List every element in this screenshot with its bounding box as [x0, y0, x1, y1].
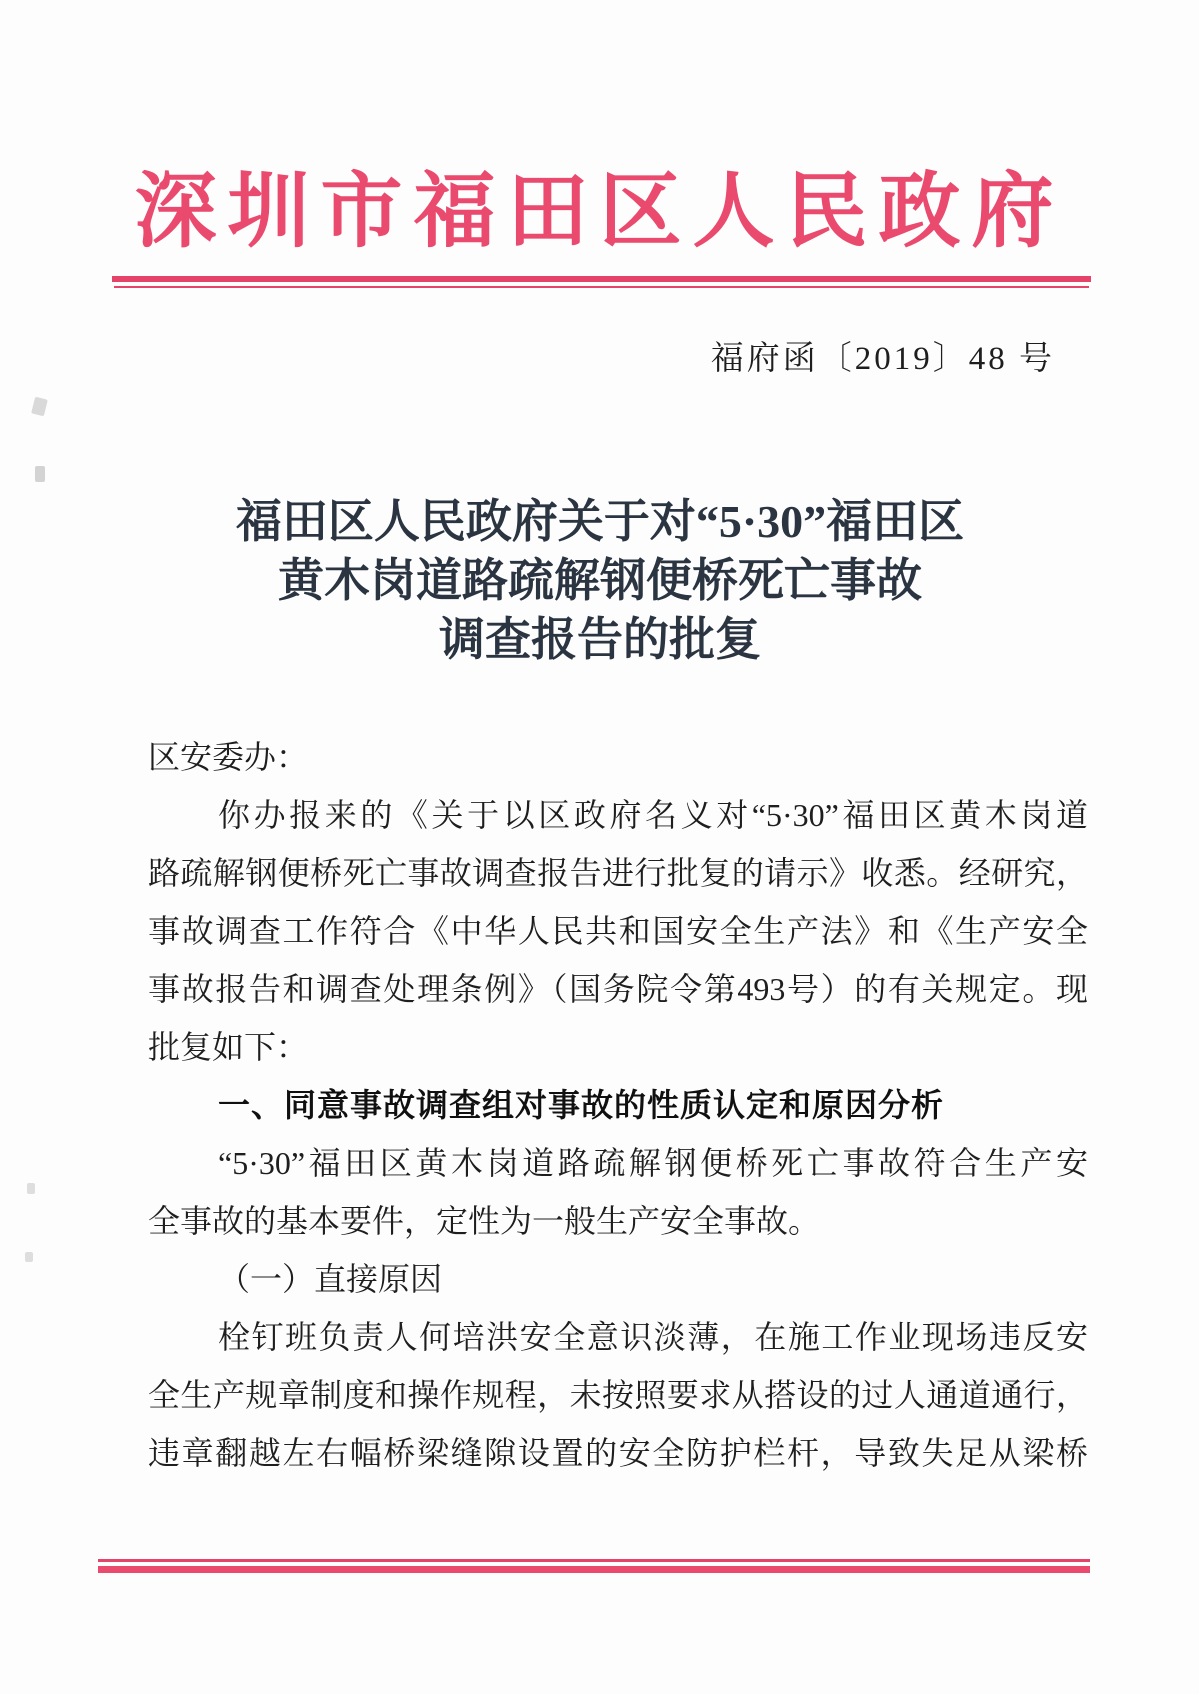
body-line: 事故调查工作符合《中华人民共和国安全生产法》和《生产安全: [148, 913, 1088, 949]
footer-rule-thin: [98, 1559, 1090, 1562]
scan-speck: [27, 1183, 35, 1194]
body-line: “5·30”福田区黄木岗道路疏解钢便桥死亡事故符合生产安: [218, 1145, 1088, 1181]
body-line: 你办报来的《关于以区政府名义对“5·30”福田区黄木岗道: [218, 797, 1088, 833]
body-line: 违章翻越左右幅桥梁缝隙设置的安全防护栏杆，导致失足从梁桥: [148, 1435, 1088, 1471]
body-line: （一）直接原因: [218, 1261, 443, 1297]
document-title-line-2: 黄木岗道路疏解钢便桥死亡事故: [278, 555, 922, 606]
body-text: [148, 728, 1088, 1482]
footer-rule-thick: [98, 1566, 1090, 1573]
letterhead-org-name: 深圳市福田区人民政府: [134, 166, 1065, 257]
body-line: 区安委办：: [148, 739, 309, 775]
scan-speck: [31, 397, 48, 417]
document-title-line-3: 调查报告的批复: [439, 614, 761, 665]
body-line: 全生产规章制度和操作规程，未按照要求从搭设的过人通道通行，: [148, 1377, 1088, 1413]
scan-speck: [35, 466, 45, 482]
header-rule-thick: [112, 276, 1091, 282]
header-rule-thin: [114, 286, 1089, 288]
body-line: 事故报告和调查处理条例》（国务院令第493号）的有关规定。现: [148, 971, 1088, 1007]
document-number: 福府函〔2019〕48 号: [710, 341, 1055, 377]
scan-speck: [25, 1252, 33, 1262]
section-heading: 一、同意事故调查组对事故的性质认定和原因分析: [218, 1087, 945, 1123]
body-line: 栓钉班负责人何培洪安全意识淡薄，在施工作业现场违反安: [218, 1319, 1088, 1355]
body-line: 全事故的基本要件，定性为一般生产安全事故。: [148, 1203, 821, 1239]
document-title-line-1: 福田区人民政府关于对“5·30”福田区: [235, 496, 965, 547]
body-line: 批复如下：: [148, 1029, 309, 1065]
document-title: [140, 492, 1060, 669]
body-line: 路疏解钢便桥死亡事故调查报告进行批复的请示》收悉。经研究，: [148, 855, 1088, 891]
